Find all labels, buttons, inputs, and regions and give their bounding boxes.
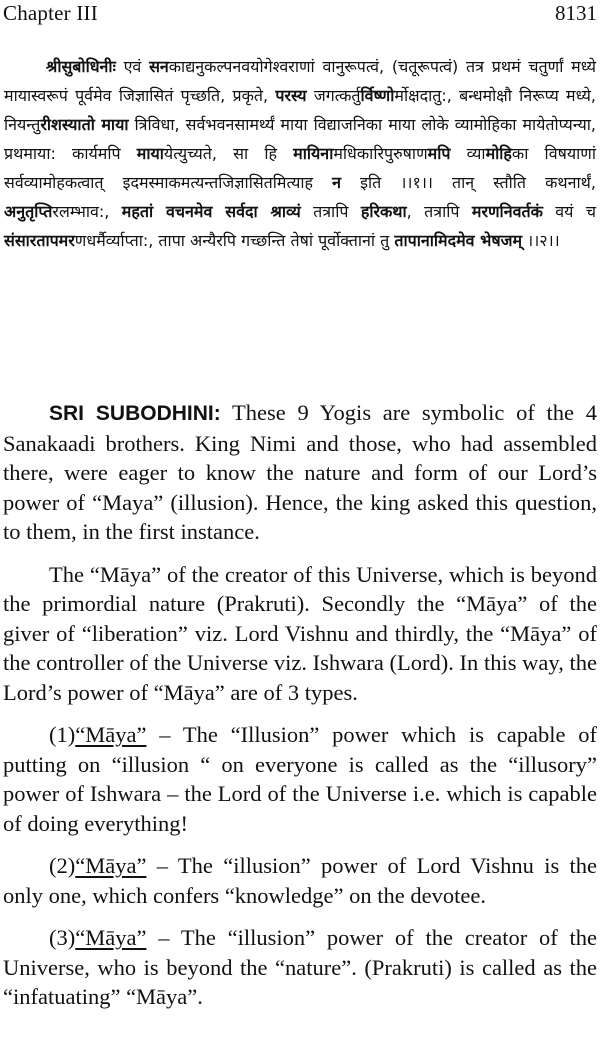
sanskrit-text: काद्यनुकल्पनवयोगेश्वराणां वानुरूपत्वं, (चतूरूपत्वं) तत्र प्रथमं चतुर्णां मध्ये मायास्वरूपं पूर्वमेव जिज्ञासितं पृच्छति, प्रकृते, [4,57,596,105]
sanskrit-bold-text: श्रीसुबोधिनीः [46,57,116,76]
sanskrit-text: त्रिविधा, सर्वभवनसामर्थ्यं माया विद्याजनिका माया लोके व्यामोहिका मायेतोप्यन्या, प्रथमाया: कार्यमपि [4,115,596,163]
sanskrit-paragraph [4,52,596,255]
sanskrit-bold-text: रीशस्यातो माया [40,115,129,134]
sanskrit-bold-text: महतां वचनमेव सर्वदा श्राव्यं [121,202,301,221]
translation-paragraph [3,923,597,1012]
sanskrit-bold-text: तापानामिदमेव भेषजम् [394,231,523,250]
sanskrit-text: का विषयाणां सर्वव्यामोहकत्वात् इदमस्माकमत्यन्तजिज्ञासितमित्याह [4,144,596,192]
sanskrit-text: एवं [115,57,150,76]
chapter-title: Chapter III [3,1,98,25]
sanskrit-text: ।।२।। [522,231,560,250]
sanskrit-bold-text: न [332,173,342,192]
page-number: 8131 [555,1,597,25]
sanskrit-bold-text: माया [136,144,164,163]
paragraph-text: – The “illusion” power of the creator of the Universe, who is beyond the “nature”. (Prakruti) is called as the “infatuating” “Māya”. [3,925,597,1009]
sanskrit-text: इति ।।१।। तान् स्तौति कथनार्थं, [341,173,596,192]
sanskrit-bold-text: मरणनिवर्तकं [471,202,543,221]
sanskrit-bold-text: मायिना [293,144,334,163]
sanskrit-text: णधर्मैर्व्याप्ता:, तापा अन्यैरपि गच्छन्ति तेषां पूर्वोक्तानां तु [74,231,395,250]
page-header [0,0,600,34]
maya-term: “Māya” [75,722,147,747]
sanskrit-text: मधिकारिपुरुषाण [333,144,428,163]
translation-paragraph [3,560,597,708]
sanskrit-text: वयं च [542,202,597,221]
english-translation [3,398,597,1025]
sanskrit-bold-text: संसारतापमर [4,231,75,250]
paragraph-text: The “Māya” of the creator of this Universe, which is beyond the primordial nature (Prakruti). Secondly the “Māya” of the giver of “liberation” viz. Lord Vishnu and thirdly, the “Māya” of the controller of the Universe viz. Ishwara (Lord). In this way, the Lord’s power of “Māya” are of 3 types. [3,561,597,705]
maya-term: “Māya” [75,853,147,878]
sanskrit-text: तत्रापि [300,202,361,221]
translation-paragraph [3,398,597,547]
translation-paragraph [3,720,597,838]
sanskrit-bold-text: मपि [427,144,451,163]
sanskrit-bold-text: र्विष्णो [360,86,395,105]
maya-term: “Māya” [75,925,147,950]
sanskrit-text: येत्युच्यते, सा हि [163,144,294,163]
sanskrit-bold-text: परस्य [275,86,307,105]
sanskrit-bold-text: मोहि [485,144,512,163]
sanskrit-text: र्मोक्षदातु:, बन्धमोक्षौ निरूप्य मध्ये, नियन्तु [4,86,596,134]
sanskrit-bold-text: सन [149,57,169,76]
sanskrit-commentary [4,52,596,255]
sanskrit-bold-text: हरिकथा [360,202,407,221]
paragraph-text: – The “illusion” power of Lord Vishnu is the only one, which confers “knowledge” on the devotee. [3,853,597,908]
paragraph-text: – The “Illusion” power which is capable of putting on “illusion “ on everyone is called as the “illusory” power of Ishwara – the Lord of the Universe i.e. which is capable of doing everything! [3,722,597,836]
paragraph-text: These 9 Yogis are symbolic of the 4 Sanakaadi brothers. King Nimi and those, who had assembled there, were eager to know the nature and form of our Lord’s power of “Maya” (illusion). Hence, the king asked this question, to them, in the first instance. [3,400,597,544]
section-heading: SRI SUBODHINI: [49,402,221,425]
item-number: (2) [49,853,76,878]
item-number: (3) [49,925,76,950]
sanskrit-text: , तत्रापि [406,202,472,221]
sanskrit-text: जगत्कर्तु [306,86,361,105]
sanskrit-text: व्या [450,144,486,163]
item-number: (1) [49,722,76,747]
sanskrit-text: रलम्भाव:, [52,202,122,221]
translation-paragraph [3,851,597,910]
sanskrit-bold-text: अनुतृप्ति [4,202,53,221]
